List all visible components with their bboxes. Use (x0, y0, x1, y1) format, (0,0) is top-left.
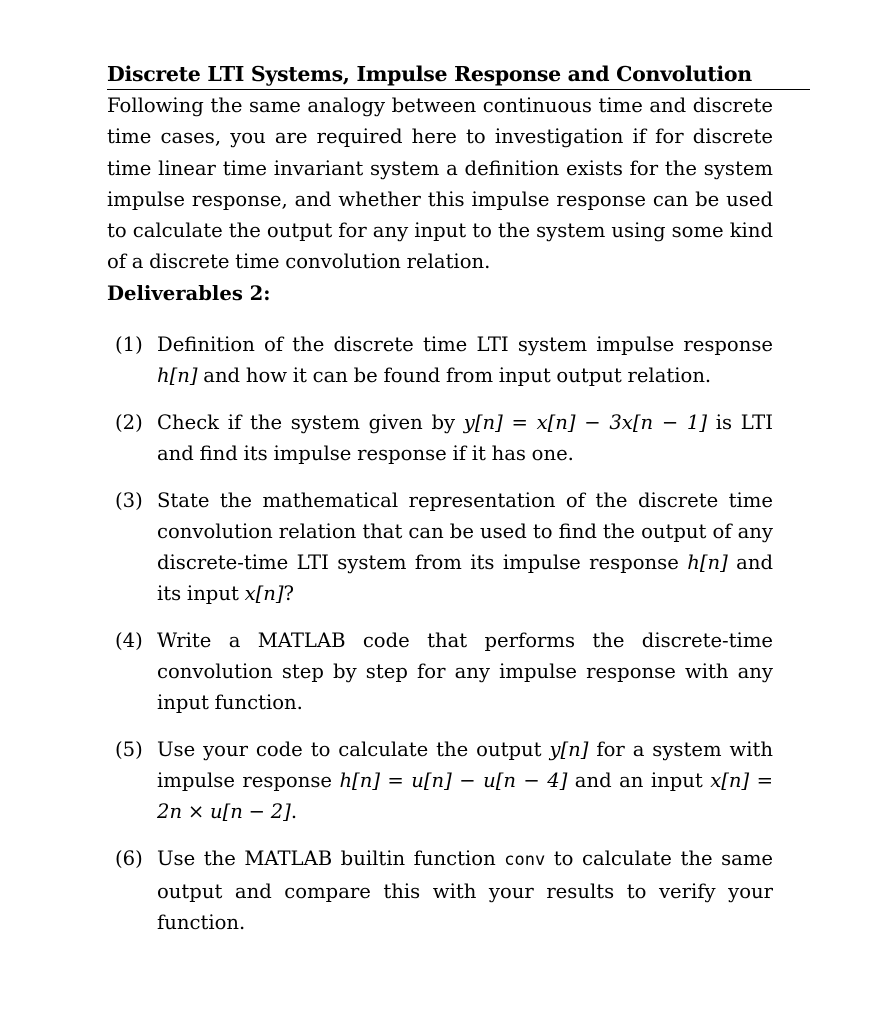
item-number: (3) (115, 488, 143, 512)
math-expression: x[n] = 2n × u[n − 2] (157, 768, 774, 823)
list-item (107, 329, 773, 391)
item-text-part: for a system with impulse response (157, 737, 773, 792)
item-text-part: and its input (157, 550, 773, 605)
math-expression: h[n] (687, 550, 728, 574)
item-text: Write a MATLAB code that performs the discrete-time convolution step by step for any impulse response with any input function. (157, 628, 773, 714)
item-text-part: to calculate the same output and compare this with your results to verify your function. (157, 846, 773, 934)
item-text-part: and how it can be found from input output relation. (197, 363, 712, 387)
document-page (107, 60, 810, 954)
list-item (107, 407, 773, 469)
intro-paragraph: Following the same analogy between continuous time and discrete time cases, you are required here to investigation if for discrete time linear time invariant system a definition exists for the system impulse response, and whether this impulse response can be used to calculate the output for any input to the system using some kind of a discrete time convolution relation. (107, 94, 773, 274)
section-heading: Discrete LTI Systems, Impulse Response and Convolution (107, 60, 810, 90)
math-expression: h[n] = u[n] − u[n − 4] (339, 768, 568, 792)
item-text-part: and an input (567, 768, 711, 792)
item-text-part: Definition of the discrete time LTI system impulse response (157, 332, 773, 356)
item-text-part: State the mathematical representation of the discrete time convolution relation that can be used to find the output of any discrete-time LTI system from its impulse response (157, 488, 773, 574)
item-number: (1) (115, 332, 143, 356)
item-text (157, 734, 773, 827)
deliverables-label: Deliverables 2: (107, 281, 271, 305)
item-text (157, 407, 773, 469)
math-expression: y[n] = x[n] − 3x[n − 1] (463, 410, 708, 434)
item-text-part: Use the MATLAB builtin function (157, 846, 505, 870)
list-item (107, 843, 773, 938)
item-number: (4) (115, 628, 143, 652)
item-text-part: Use your code to calculate the output (157, 737, 550, 761)
list-item (107, 734, 773, 827)
math-expression: y[n] (549, 737, 589, 761)
item-text-part: ? (283, 581, 295, 605)
item-text (157, 485, 773, 609)
deliverables-list (107, 329, 773, 938)
code-snippet: conv (504, 849, 546, 870)
item-text-part: is LTI and find its impulse response if it has one. (157, 410, 773, 465)
item-text (157, 329, 773, 391)
math-expression: h[n] (157, 363, 198, 387)
list-item (107, 625, 773, 718)
math-expression: x[n] (244, 581, 284, 605)
item-number: (6) (115, 846, 143, 870)
item-text (157, 843, 773, 938)
item-number: (5) (115, 737, 143, 761)
item-text-part: . (290, 799, 298, 823)
item-number: (2) (115, 410, 143, 434)
list-item (107, 485, 773, 609)
item-text-part: Check if the system given by (157, 410, 464, 434)
